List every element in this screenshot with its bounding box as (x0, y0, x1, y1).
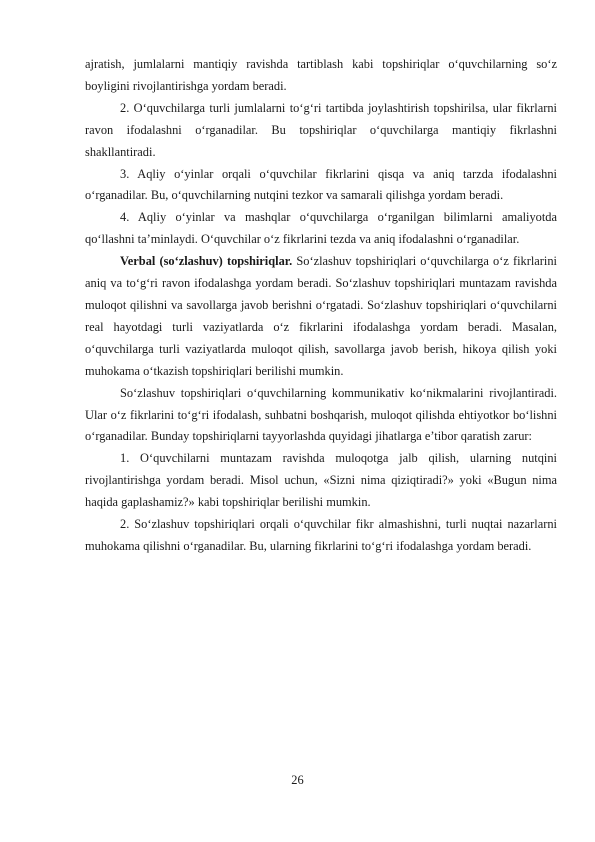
paragraph-verbal-tasks (85, 251, 557, 382)
paragraph-text: So‘zlashuv topshiriqlari o‘quvchilarning kommunikativ ko‘nikmalarini rivojlantiradi. Ular o‘z fikrlarini to‘g‘ri ifodalash, suhbatni boshqarish, muloqot qilishda ehtiyotkor bo‘lishni o‘rganadilar. Bunday topshiriqlarni tayyorlashda quyidagi jihatlarga e’tibor qaratish zarur: (85, 385, 557, 444)
paragraph-list-item-1 (85, 448, 557, 514)
paragraph-item-2 (85, 98, 557, 164)
section-lead-heading: Verbal (so‘zlashuv) topshiriqlar. (120, 254, 293, 269)
paragraph-continuation (85, 54, 557, 98)
paragraph-list-item-2 (85, 514, 557, 558)
document-body (85, 54, 557, 558)
paragraph-text: 4. Aqliy o‘yinlar va mashqlar o‘quvchilarga o‘rganilgan bilimlarni amaliyotda qo‘llashni ta’minlaydi. O‘quvchilar o‘z fikrlarini tezda va aniq ifodalashni o‘rganadilar. (85, 210, 557, 247)
paragraph-text: 3. Aqliy o‘yinlar orqali o‘quvchilar fikrlarini qisqa va aniq tarzda ifodalashni o‘rganadilar. Bu, o‘quvchilarning nutqini tezkor va samarali qilishga yordam beradi. (85, 166, 557, 203)
paragraph-text: So‘zlashuv topshiriqlari o‘quvchilarga o‘z fikrlarini aniq va to‘g‘ri ravon ifodalashga yordam beradi. So‘zlashuv topshiriqlari muntazam ravishda muloqot qilishni va savollarga javob berishni o‘rgatadi. So‘zlashuv topshiriqlari o‘quvchilarni real hayotdagi turli vaziyatlarda o‘z fikrlarini ifodalashga yordam beradi. Masalan, o‘quvchilarga turli vaziyatlarda muloqot qilish, savollarga javob berish, hikoya qilish yoki muhokama o‘tkazish topshiriqlari berilishi mumkin. (85, 254, 558, 378)
paragraph-text: 1. O‘quvchilarni muntazam ravishda muloqotga jalb qilish, ularning nutqini rivojlantirishga yordam beradi. Misol uchun, «Sizni nima qiziqtiradi?» yoki «Bugun nima haqida gaplashamiz?» kabi topshiriqlar berilishi mumkin. (85, 451, 557, 510)
paragraph-communicative-skills (85, 383, 557, 449)
paragraph-text: 2. O‘quvchilarga turli jumlalarni to‘g‘ri tartibda joylashtirish topshirilsa, ular fikrlarni ravon ifodalashni o‘rganadilar. Bu topshiriqlar o‘quvchilarga mantiqiy fikrlashni shakllantiradi. (85, 100, 557, 159)
page-number: 26 (291, 773, 304, 787)
paragraph-item-4 (85, 207, 557, 251)
paragraph-text: ajratish, jumlalarni mantiqiy ravishda tartiblash kabi topshiriqlar o‘quvchilarning so‘z boyligini rivojlantirishga yordam beradi. (85, 57, 557, 93)
paragraph-item-3 (85, 164, 557, 208)
paragraph-text: 2. So‘zlashuv topshiriqlari orqali o‘quvchilar fikr almashishni, turli nuqtai nazarlarni muhokama qilishni o‘rganadilar. Bu, ularning fikrlarini to‘g‘ri ifodalashga yordam beradi. (85, 517, 557, 553)
